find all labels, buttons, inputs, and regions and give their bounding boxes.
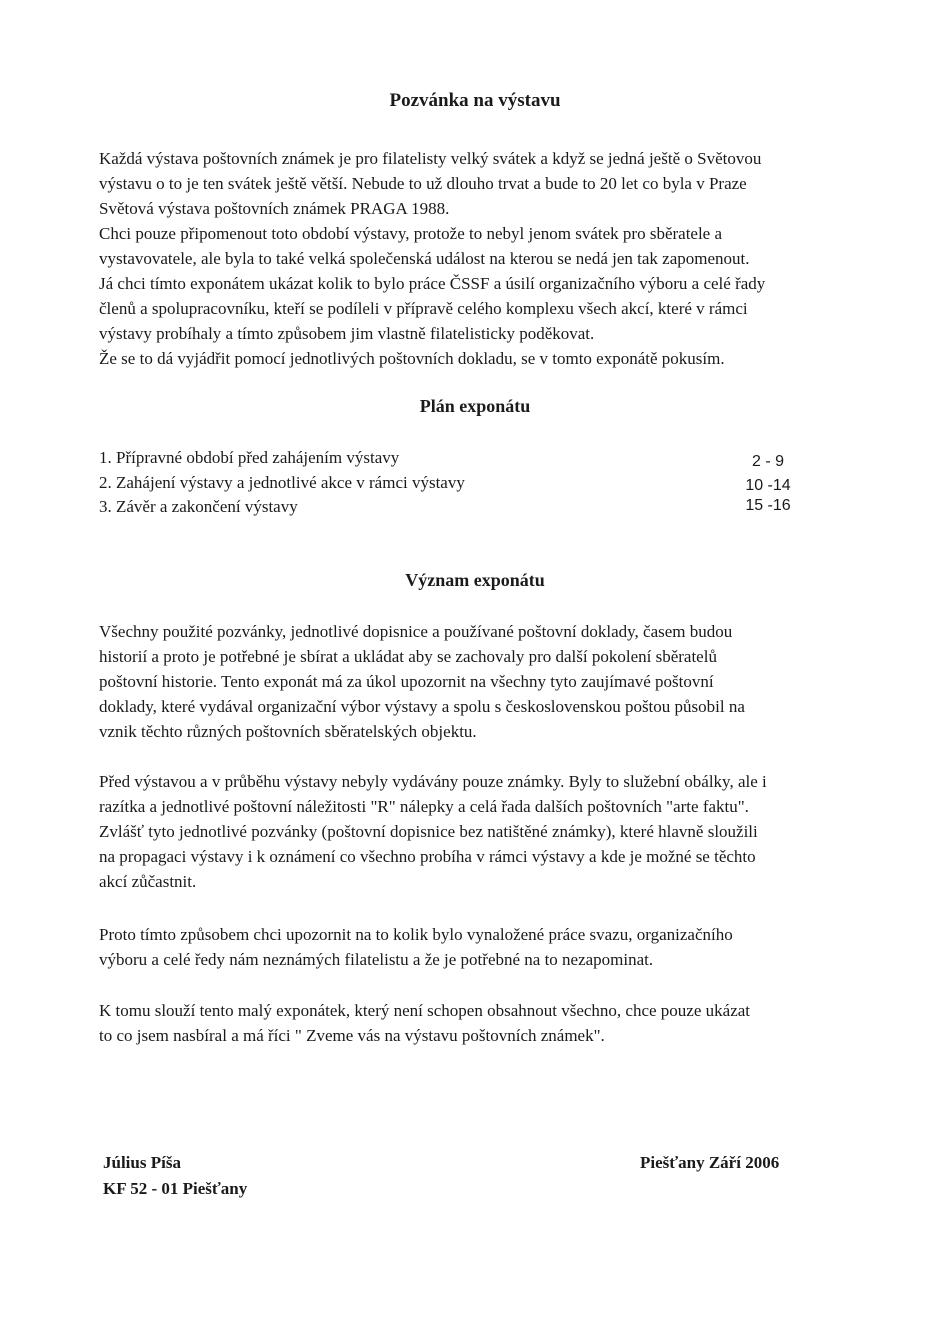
plan-heading: Plán exponátu (419, 396, 531, 416)
document-title: Pozvánka na výstavu (389, 90, 561, 111)
text-line: historií a proto je potřebné je sbírat a ukládat aby se zachovaly pro další pokolení sběratelů (99, 647, 717, 666)
text-line: doklady, které vydával organizační výbor výstavy a spolu s československou poštou působil na (99, 697, 745, 716)
text-line: Všechny použité pozvánky, jednotlivé dopisnice a používané poštovní doklady, časem budou (99, 622, 733, 641)
text-line: vznik těchto různých poštovních sběratelských objektu. (99, 722, 477, 741)
intro-paragraph (99, 146, 869, 371)
plan-item-pages: 15 -16 (745, 497, 791, 514)
text-line: K tomu slouží tento malý exponátek, který není schopen obsahnout všechno, chce pouze ukázat (99, 1001, 751, 1020)
plan-item-label: 3. Závěr a zakončení výstavy (99, 497, 298, 516)
significance-paragraph (99, 769, 869, 894)
significance-paragraph (99, 619, 869, 744)
text-line: výstavy probíhaly a tímto způsobem jim vlastně filatelisticky poděkovat. (99, 324, 595, 343)
text-line: Před výstavou a v průběhu výstavy nebyly vydávány pouze známky. Byly to služební obálky, ale i (99, 772, 767, 791)
text-line: Že se to dá vyjádřit pomocí jednotlivých poštovních dokladu, se v tomto exponátě pokusím. (99, 349, 725, 368)
text-line: členů a spolupracovníku, kteří se podíleli v přípravě celého komplexu všech akcí, které v rámci (99, 299, 748, 318)
text-line: Každá výstava poštovních známek je pro filatelisty velký svátek a když se jedná ještě o Světovou (99, 149, 762, 168)
text-line: poštovní historie. Tento exponát má za úkol upozornit na všechny tyto zaujímavé poštovní (99, 672, 714, 691)
author-club: KF 52 - 01 Piešťany (103, 1179, 248, 1198)
text-line: razítka a jednotlivé poštovní náležitosti "R" nálepky a celá řada dalších poštovních "arte faktu". (99, 797, 749, 816)
plan-item-label: 1. Přípravné období před zahájením výstavy (99, 448, 400, 467)
significance-paragraph (99, 998, 869, 1048)
text-line: výstavu o to je ten svátek ještě větší. Nebude to už dlouho trvat a bude to 20 let co byla v Praze (99, 174, 747, 193)
significance-paragraph (99, 922, 869, 972)
signature-block (103, 1150, 247, 1202)
text-line: výboru a celé ředy nám neznámých filatelistu a že je potřebné na to nezapominat. (99, 950, 654, 969)
significance-heading: Význam exponátu (405, 570, 545, 590)
text-line: to co jsem nasbíral a má říci " Zveme vás na výstavu poštovních známek". (99, 1026, 605, 1045)
plan-item-pages: 2 - 9 (751, 453, 784, 470)
text-line: Zvlášť tyto jednotlivé pozvánky (poštovní dopisnice bez natištěné známky), které hlavně sloužili (99, 822, 758, 841)
text-line: Světová výstava poštovních známek PRAGA 1988. (99, 199, 450, 218)
author-name: Július Píša (103, 1153, 181, 1172)
text-line: Chci pouze připomenout toto období výstavy, protože to nebyl jenom svátek pro sběratele a (99, 224, 723, 243)
plan-item (99, 446, 799, 470)
plan-item (99, 495, 799, 519)
plan-item-label: 2. Zahájení výstavy a jednotlivé akce v rámci výstavy (99, 473, 465, 492)
text-line: akcí zůčastnit. (99, 872, 197, 891)
text-line: Proto tímto způsobem chci upozornit na to kolik bylo vynaložené práce svazu, organizačního (99, 925, 733, 944)
plan-item (99, 471, 799, 495)
text-line: Já chci tímto exponátem ukázat kolik to bylo práce ČSSF a úsilí organizačního výboru a celé řady (99, 274, 766, 293)
text-line: vystavovatele, ale byla to také velká společenská událost na kterou se nedá jen tak zapomenout. (99, 249, 750, 268)
place-date: Piešťany Září 2006 (640, 1153, 780, 1172)
plan-item-pages: 10 -14 (745, 477, 791, 494)
text-line: na propagaci výstavy i k oznámení co všechno probíha v rámci výstavy a kde je možné se těchto (99, 847, 756, 866)
